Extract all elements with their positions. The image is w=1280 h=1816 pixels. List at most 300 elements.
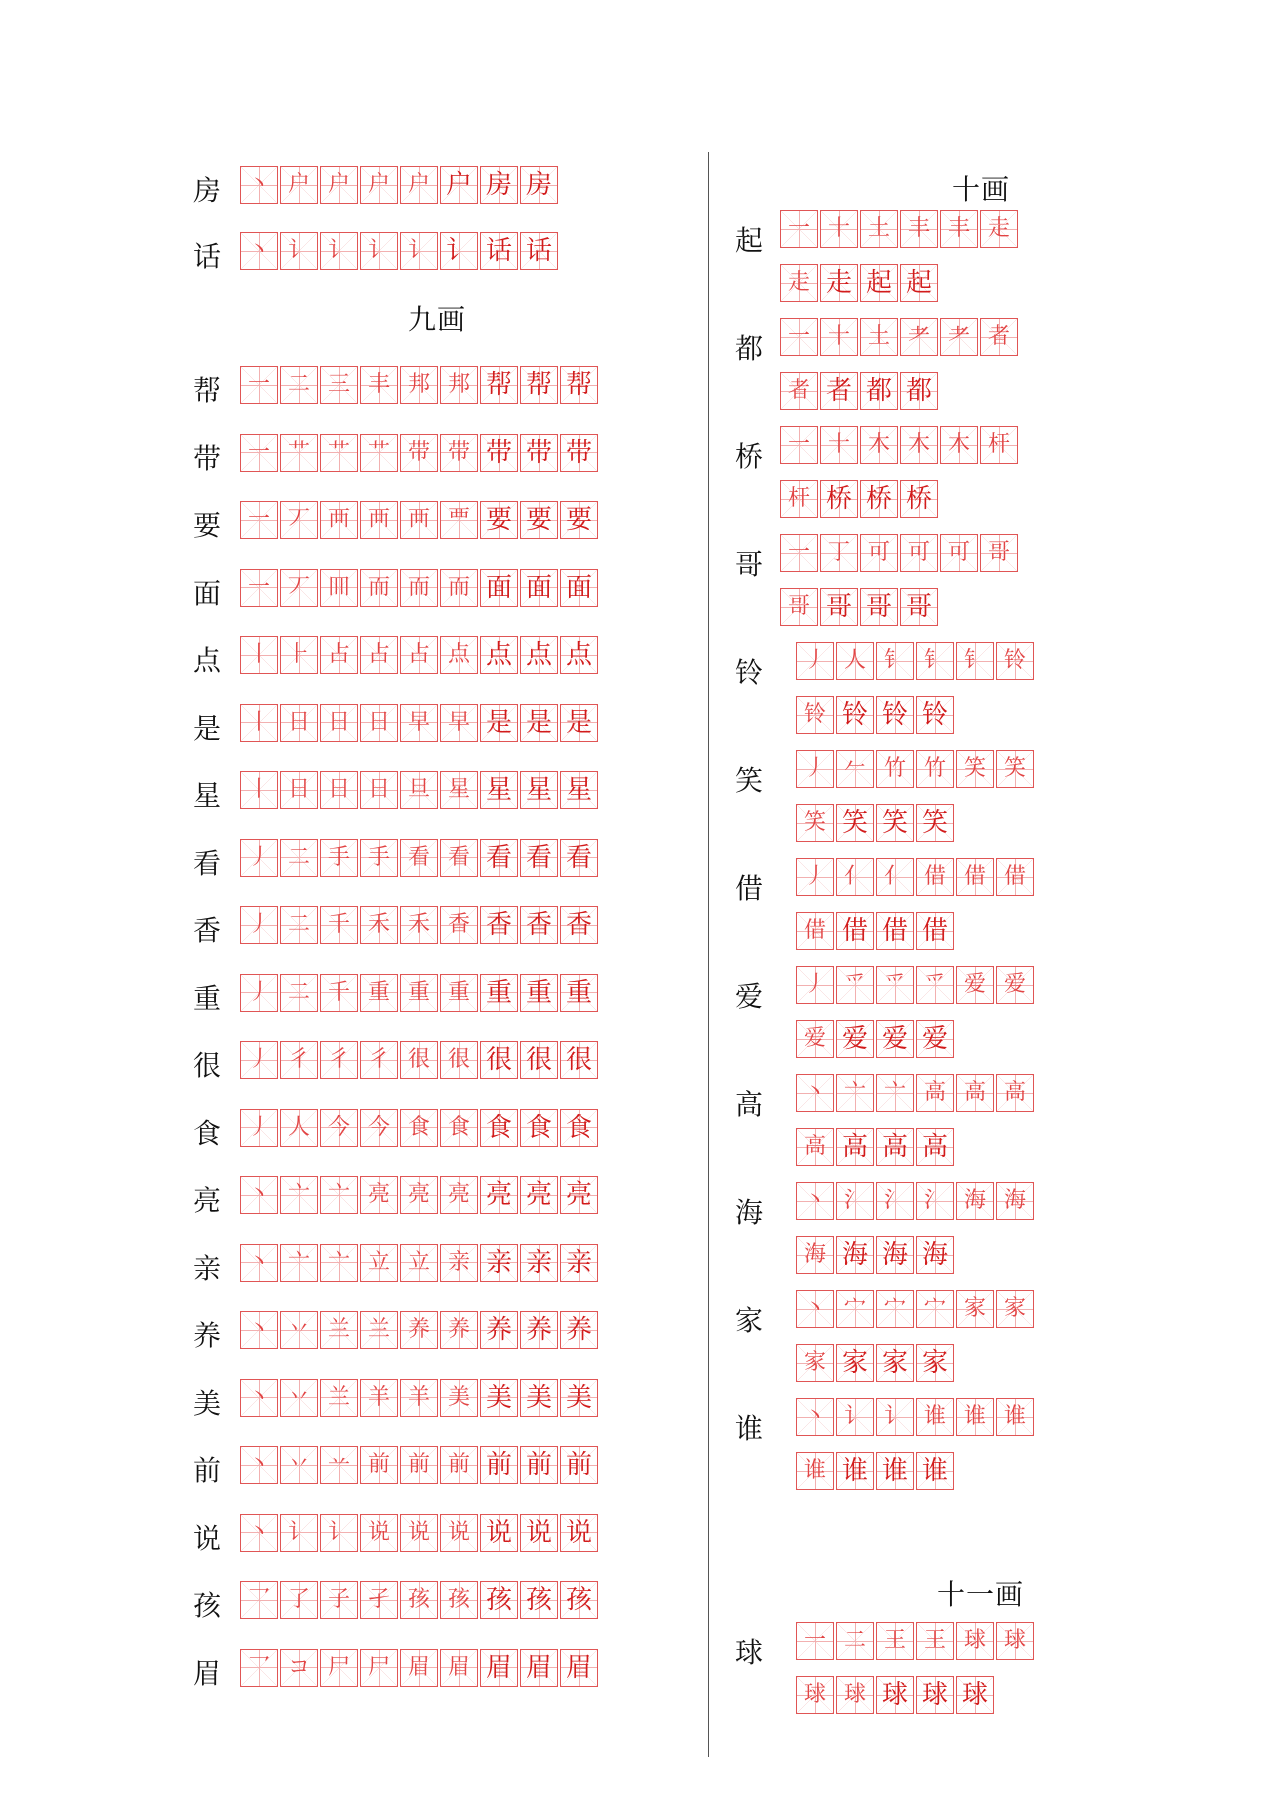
stroke-step-cell: 眉 [560, 1649, 598, 1687]
character-label: 香 [193, 914, 222, 947]
stroke-step-cell: 谁 [916, 1398, 954, 1436]
stroke-step-cell: 点 [480, 636, 518, 674]
stroke-order-strip-continued [780, 588, 940, 626]
stroke-order-strip [240, 1109, 600, 1147]
stroke-step-cell: 带 [480, 434, 518, 472]
stroke-order-strip [780, 534, 1020, 572]
stroke-step-cell: 说 [480, 1514, 518, 1552]
stroke-step-cell: 人 [280, 1109, 318, 1147]
stroke-step-cell: 说 [520, 1514, 558, 1552]
stroke-step-cell: 谁 [916, 1452, 954, 1490]
stroke-step-cell: 家 [916, 1344, 954, 1382]
stroke-step-cell: 十 [820, 318, 858, 356]
stroke-step-cell: 一 [240, 501, 278, 539]
stroke-step-cell: 爱 [796, 1020, 834, 1058]
stroke-step-cell: 丿 [240, 1041, 278, 1079]
stroke-step-cell: 眉 [440, 1649, 478, 1687]
stroke-step-cell: 笑 [836, 804, 874, 842]
stroke-step-cell: 看 [480, 839, 518, 877]
stroke-step-cell: 哥 [820, 588, 858, 626]
stroke-step-cell: 房 [520, 166, 558, 204]
character-label: 带 [193, 441, 222, 475]
stroke-step-cell: 覀 [440, 501, 478, 539]
stroke-step-cell: 木 [860, 426, 898, 464]
stroke-step-cell: 王 [876, 1622, 914, 1660]
stroke-order-strip [780, 210, 1020, 248]
stroke-step-cell: 孩 [480, 1581, 518, 1619]
stroke-order-strip [240, 1514, 600, 1552]
stroke-step-cell: 土 [860, 210, 898, 248]
stroke-step-cell: 起 [860, 264, 898, 302]
stroke-step-cell: 哥 [860, 588, 898, 626]
stroke-step-cell: 铃 [836, 696, 874, 734]
stroke-step-cell: 亮 [520, 1176, 558, 1214]
stroke-step-cell: 海 [836, 1236, 874, 1274]
stroke-step-cell: 木 [940, 426, 978, 464]
stroke-step-cell: 讠 [280, 1514, 318, 1552]
stroke-order-strip [240, 1379, 600, 1417]
stroke-order-strip [796, 858, 1036, 896]
stroke-step-cell: 美 [480, 1379, 518, 1417]
stroke-step-cell: 亮 [360, 1176, 398, 1214]
stroke-step-cell: 重 [560, 974, 598, 1012]
stroke-step-cell: 日 [280, 771, 318, 809]
stroke-step-cell: 丶 [240, 1244, 278, 1282]
stroke-step-cell: 借 [876, 912, 914, 950]
stroke-step-cell: 丶 [796, 1074, 834, 1112]
stroke-step-cell: 二 [280, 974, 318, 1012]
stroke-step-cell: 美 [520, 1379, 558, 1417]
stroke-step-cell: 羊 [360, 1379, 398, 1417]
stroke-step-cell: 一 [780, 318, 818, 356]
stroke-step-cell: 面 [520, 569, 558, 607]
stroke-order-strip [240, 501, 600, 539]
stroke-step-cell: 丶 [796, 1182, 834, 1220]
stroke-step-cell: 星 [480, 771, 518, 809]
stroke-order-strip-continued [796, 1236, 956, 1274]
stroke-step-cell: 养 [480, 1311, 518, 1349]
stroke-step-cell: 土 [860, 318, 898, 356]
stroke-step-cell: 而 [360, 569, 398, 607]
stroke-step-cell: 兰 [320, 1311, 358, 1349]
stroke-step-cell: 可 [860, 534, 898, 572]
stroke-step-cell: 很 [520, 1041, 558, 1079]
stroke-order-strip-continued [780, 264, 940, 302]
stroke-step-cell: 海 [956, 1182, 994, 1220]
stroke-step-cell: 耂 [900, 318, 938, 356]
stroke-step-cell: 禾 [360, 906, 398, 944]
stroke-step-cell: 点 [520, 636, 558, 674]
stroke-step-cell: 看 [520, 839, 558, 877]
stroke-step-cell: 带 [440, 434, 478, 472]
stroke-step-cell: 球 [836, 1676, 874, 1714]
stroke-step-cell: 走 [780, 264, 818, 302]
stroke-step-cell: 𠂉 [836, 750, 874, 788]
stroke-step-cell: コ [280, 1649, 318, 1687]
stroke-step-cell: 丶 [796, 1398, 834, 1436]
stroke-step-cell: 眉 [480, 1649, 518, 1687]
stroke-step-cell: 帮 [520, 366, 558, 404]
stroke-step-cell: 兰 [360, 1311, 398, 1349]
character-label: 很 [193, 1049, 222, 1082]
stroke-step-cell: 丶 [240, 1379, 278, 1417]
stroke-step-cell: 爫 [876, 966, 914, 1004]
stroke-step-cell: 亻 [876, 858, 914, 896]
stroke-step-cell: 丿 [240, 906, 278, 944]
stroke-step-cell: 海 [876, 1236, 914, 1274]
stroke-step-cell: 美 [560, 1379, 598, 1417]
stroke-step-cell: 走 [980, 210, 1018, 248]
stroke-step-cell: 钅 [876, 642, 914, 680]
stroke-step-cell: 一 [796, 1622, 834, 1660]
stroke-step-cell: 王 [916, 1622, 954, 1660]
stroke-order-strip [796, 642, 1036, 680]
stroke-step-cell: 彳 [280, 1041, 318, 1079]
stroke-order-strip [240, 1176, 600, 1214]
character-label: 星 [193, 779, 222, 812]
section-heading: 九画 [408, 303, 467, 336]
stroke-step-cell: 日 [320, 704, 358, 742]
character-label: 孩 [193, 1589, 222, 1622]
stroke-step-cell: 宀 [876, 1290, 914, 1328]
stroke-step-cell: 起 [900, 264, 938, 302]
stroke-step-cell: 帮 [560, 366, 598, 404]
stroke-step-cell: 看 [400, 839, 438, 877]
stroke-step-cell: 彳 [360, 1041, 398, 1079]
section-heading: 十画 [952, 173, 1011, 206]
stroke-order-strip [240, 434, 600, 472]
stroke-step-cell: 走 [820, 264, 858, 302]
stroke-step-cell: 带 [560, 434, 598, 472]
stroke-step-cell: 亠 [320, 1244, 358, 1282]
character-label: 美 [193, 1386, 222, 1420]
stroke-step-cell: 爫 [916, 966, 954, 1004]
stroke-step-cell: 香 [560, 906, 598, 944]
stroke-step-cell: 襾 [400, 501, 438, 539]
stroke-step-cell: 食 [560, 1109, 598, 1147]
stroke-step-cell: 丶 [240, 1311, 278, 1349]
stroke-step-cell: 千 [320, 906, 358, 944]
stroke-step-cell: 钅 [956, 642, 994, 680]
character-label: 都 [735, 332, 764, 365]
character-label: 家 [735, 1304, 764, 1337]
stroke-step-cell: 孩 [400, 1581, 438, 1619]
stroke-step-cell: 笑 [796, 804, 834, 842]
stroke-step-cell: 户 [280, 166, 318, 204]
stroke-step-cell: 话 [480, 232, 518, 270]
stroke-step-cell: 丷 [280, 1446, 318, 1484]
stroke-order-strip [240, 1446, 600, 1484]
stroke-step-cell: 重 [360, 974, 398, 1012]
stroke-step-cell: 户 [320, 166, 358, 204]
stroke-step-cell: 球 [796, 1676, 834, 1714]
character-label: 桥 [735, 440, 764, 473]
stroke-step-cell: 氵 [836, 1182, 874, 1220]
stroke-step-cell: 面 [560, 569, 598, 607]
stroke-step-cell: 谁 [956, 1398, 994, 1436]
stroke-step-cell: 都 [900, 372, 938, 410]
stroke-step-cell: 占 [400, 636, 438, 674]
stroke-step-cell: 带 [520, 434, 558, 472]
character-label: 爱 [735, 980, 764, 1013]
stroke-step-cell: 讠 [440, 232, 478, 270]
stroke-step-cell: 今 [320, 1109, 358, 1147]
stroke-step-cell: 了 [280, 1581, 318, 1619]
stroke-step-cell: 人 [836, 642, 874, 680]
stroke-step-cell: 孩 [560, 1581, 598, 1619]
stroke-order-strip [796, 750, 1036, 788]
stroke-step-cell: 亲 [520, 1244, 558, 1282]
stroke-step-cell: 讠 [836, 1398, 874, 1436]
stroke-step-cell: 话 [520, 232, 558, 270]
stroke-order-strip [240, 1311, 600, 1349]
stroke-step-cell: 香 [440, 906, 478, 944]
stroke-step-cell: 食 [520, 1109, 558, 1147]
stroke-step-cell: 丰 [900, 210, 938, 248]
character-label: 亮 [193, 1184, 222, 1217]
character-label: 前 [193, 1454, 222, 1487]
stroke-step-cell: 一 [240, 366, 278, 404]
stroke-order-strip-continued [796, 1344, 956, 1382]
stroke-order-strip-continued [780, 480, 940, 518]
stroke-order-strip-continued [796, 1020, 956, 1058]
character-label: 说 [193, 1521, 222, 1555]
stroke-step-cell: 养 [520, 1311, 558, 1349]
stroke-order-strip [796, 1182, 1036, 1220]
stroke-step-cell: 桥 [900, 480, 938, 518]
stroke-step-cell: 都 [860, 372, 898, 410]
character-label: 眉 [193, 1656, 222, 1690]
stroke-step-cell: 星 [520, 771, 558, 809]
stroke-step-cell: 丿 [796, 966, 834, 1004]
stroke-step-cell: 丿 [796, 858, 834, 896]
stroke-step-cell: 者 [820, 372, 858, 410]
stroke-step-cell: 高 [956, 1074, 994, 1112]
stroke-step-cell: 二 [280, 839, 318, 877]
stroke-step-cell: 爱 [956, 966, 994, 1004]
character-label: 帮 [193, 374, 222, 407]
stroke-step-cell: 家 [876, 1344, 914, 1382]
stroke-step-cell: 眉 [400, 1649, 438, 1687]
stroke-step-cell: 襾 [320, 501, 358, 539]
stroke-step-cell: 丆 [280, 501, 318, 539]
stroke-step-cell: 丶 [240, 166, 278, 204]
stroke-step-cell: 尸 [360, 1649, 398, 1687]
stroke-step-cell: 铃 [796, 696, 834, 734]
stroke-step-cell: 讠 [320, 232, 358, 270]
stroke-step-cell: 前 [440, 1446, 478, 1484]
stroke-step-cell: 䒑 [320, 1446, 358, 1484]
stroke-step-cell: 亻 [836, 858, 874, 896]
stroke-step-cell: 二 [280, 906, 318, 944]
stroke-step-cell: 杆 [780, 480, 818, 518]
stroke-step-cell: 艹 [280, 434, 318, 472]
stroke-order-strip [240, 839, 600, 877]
stroke-order-strip [240, 771, 600, 809]
stroke-step-cell: 带 [400, 434, 438, 472]
stroke-step-cell: 者 [980, 318, 1018, 356]
stroke-step-cell: 海 [916, 1236, 954, 1274]
stroke-step-cell: 球 [956, 1622, 994, 1660]
stroke-step-cell: 孩 [440, 1581, 478, 1619]
stroke-order-strip [796, 1398, 1036, 1436]
stroke-step-cell: 前 [360, 1446, 398, 1484]
stroke-step-cell: 讠 [320, 1514, 358, 1552]
character-label: 谁 [735, 1412, 764, 1445]
character-label: 球 [735, 1636, 764, 1669]
stroke-step-cell: 亮 [480, 1176, 518, 1214]
stroke-order-strip [240, 974, 600, 1012]
stroke-step-cell: 很 [560, 1041, 598, 1079]
stroke-step-cell: 日 [360, 704, 398, 742]
stroke-step-cell: 丰 [360, 366, 398, 404]
column-divider [708, 152, 709, 1757]
stroke-step-cell: 星 [560, 771, 598, 809]
stroke-step-cell: 前 [480, 1446, 518, 1484]
stroke-step-cell: 丨 [240, 636, 278, 674]
character-label: 要 [193, 509, 222, 542]
character-label: 起 [735, 224, 764, 257]
stroke-step-cell: 讠 [400, 232, 438, 270]
stroke-step-cell: 香 [520, 906, 558, 944]
stroke-step-cell: 很 [400, 1041, 438, 1079]
stroke-step-cell: 说 [360, 1514, 398, 1552]
character-label: 亲 [193, 1251, 222, 1285]
stroke-step-cell: 看 [560, 839, 598, 877]
stroke-step-cell: 亠 [876, 1074, 914, 1112]
stroke-order-strip-continued [796, 1128, 956, 1166]
stroke-step-cell: 借 [836, 912, 874, 950]
stroke-step-cell: 球 [956, 1676, 994, 1714]
stroke-step-cell: 丨 [240, 771, 278, 809]
stroke-step-cell: 帮 [480, 366, 518, 404]
stroke-step-cell: 钅 [916, 642, 954, 680]
stroke-step-cell: 爱 [996, 966, 1034, 1004]
stroke-step-cell: 一 [240, 569, 278, 607]
stroke-order-strip [240, 704, 600, 742]
stroke-step-cell: 亮 [560, 1176, 598, 1214]
stroke-step-cell: 很 [480, 1041, 518, 1079]
stroke-step-cell: 亠 [836, 1074, 874, 1112]
character-label: 食 [193, 1116, 222, 1150]
stroke-step-cell: 是 [520, 704, 558, 742]
stroke-step-cell: 笑 [956, 750, 994, 788]
stroke-order-strip-continued [796, 804, 956, 842]
stroke-step-cell: 今 [360, 1109, 398, 1147]
stroke-step-cell: 房 [480, 166, 518, 204]
stroke-step-cell: 宀 [916, 1290, 954, 1328]
stroke-step-cell: 孩 [520, 1581, 558, 1619]
stroke-step-cell: 亲 [480, 1244, 518, 1282]
stroke-step-cell: 孑 [360, 1581, 398, 1619]
character-label: 点 [193, 644, 222, 677]
stroke-step-cell: 看 [440, 839, 478, 877]
stroke-order-strip-continued [796, 1452, 956, 1490]
stroke-step-cell: 氵 [916, 1182, 954, 1220]
stroke-step-cell: 丿 [796, 642, 834, 680]
stroke-step-cell: 户 [440, 166, 478, 204]
stroke-step-cell: 食 [400, 1109, 438, 1147]
character-label: 借 [735, 872, 764, 905]
stroke-step-cell: 食 [480, 1109, 518, 1147]
stroke-step-cell: 日 [360, 771, 398, 809]
stroke-step-cell: 三 [320, 366, 358, 404]
stroke-step-cell: 亲 [560, 1244, 598, 1282]
stroke-step-cell: 重 [520, 974, 558, 1012]
stroke-step-cell: 高 [876, 1128, 914, 1166]
stroke-step-cell: 哥 [980, 534, 1018, 572]
stroke-step-cell: 铃 [876, 696, 914, 734]
character-label: 面 [193, 576, 222, 610]
stroke-step-cell: 高 [996, 1074, 1034, 1112]
stroke-order-strip-continued [796, 1676, 996, 1714]
stroke-step-cell: 笑 [876, 804, 914, 842]
stroke-step-cell: 讠 [876, 1398, 914, 1436]
character-label: 海 [735, 1196, 764, 1229]
stroke-step-cell: 高 [916, 1074, 954, 1112]
stroke-step-cell: 是 [480, 704, 518, 742]
stroke-step-cell: 养 [400, 1311, 438, 1349]
stroke-order-strip-continued [796, 912, 956, 950]
stroke-step-cell: 丶 [240, 1446, 278, 1484]
stroke-step-cell: 尸 [320, 1649, 358, 1687]
stroke-step-cell: 二 [836, 1622, 874, 1660]
character-label: 铃 [735, 656, 764, 689]
stroke-step-cell: 眉 [520, 1649, 558, 1687]
stroke-step-cell: 彳 [320, 1041, 358, 1079]
stroke-step-cell: 耂 [940, 318, 978, 356]
stroke-step-cell: 手 [320, 839, 358, 877]
stroke-step-cell: 哥 [900, 588, 938, 626]
stroke-step-cell: 日 [280, 704, 318, 742]
stroke-step-cell: 谁 [876, 1452, 914, 1490]
stroke-step-cell: 球 [916, 1676, 954, 1714]
stroke-step-cell: 亮 [400, 1176, 438, 1214]
stroke-step-cell: 球 [876, 1676, 914, 1714]
stroke-step-cell: 养 [560, 1311, 598, 1349]
stroke-step-cell: 早 [400, 704, 438, 742]
stroke-step-cell: 哥 [780, 588, 818, 626]
stroke-step-cell: 重 [400, 974, 438, 1012]
stroke-order-strip-continued [780, 372, 940, 410]
stroke-order-strip [240, 636, 600, 674]
character-label: 笑 [735, 764, 764, 797]
stroke-step-cell: 亠 [320, 1176, 358, 1214]
stroke-order-strip [780, 426, 1020, 464]
stroke-step-cell: 讠 [280, 232, 318, 270]
stroke-step-cell: 氵 [876, 1182, 914, 1220]
stroke-step-cell: 立 [360, 1244, 398, 1282]
stroke-step-cell: 禾 [400, 906, 438, 944]
stroke-step-cell: 丿 [240, 974, 278, 1012]
stroke-step-cell: 子 [320, 1581, 358, 1619]
stroke-step-cell: 二 [280, 366, 318, 404]
stroke-step-cell: 铃 [916, 696, 954, 734]
stroke-step-cell: 前 [560, 1446, 598, 1484]
stroke-order-strip [240, 366, 600, 404]
stroke-order-strip [240, 1581, 600, 1619]
section-heading: 十一画 [937, 1578, 1025, 1611]
stroke-step-cell: ⺊ [280, 636, 318, 674]
stroke-step-cell: 丨 [240, 704, 278, 742]
stroke-step-cell: 笑 [996, 750, 1034, 788]
stroke-order-strip [240, 1041, 600, 1079]
stroke-step-cell: 养 [440, 1311, 478, 1349]
stroke-step-cell: 𦉫 [320, 569, 358, 607]
stroke-step-cell: 食 [440, 1109, 478, 1147]
stroke-step-cell: 爱 [876, 1020, 914, 1058]
stroke-order-strip [796, 966, 1036, 1004]
